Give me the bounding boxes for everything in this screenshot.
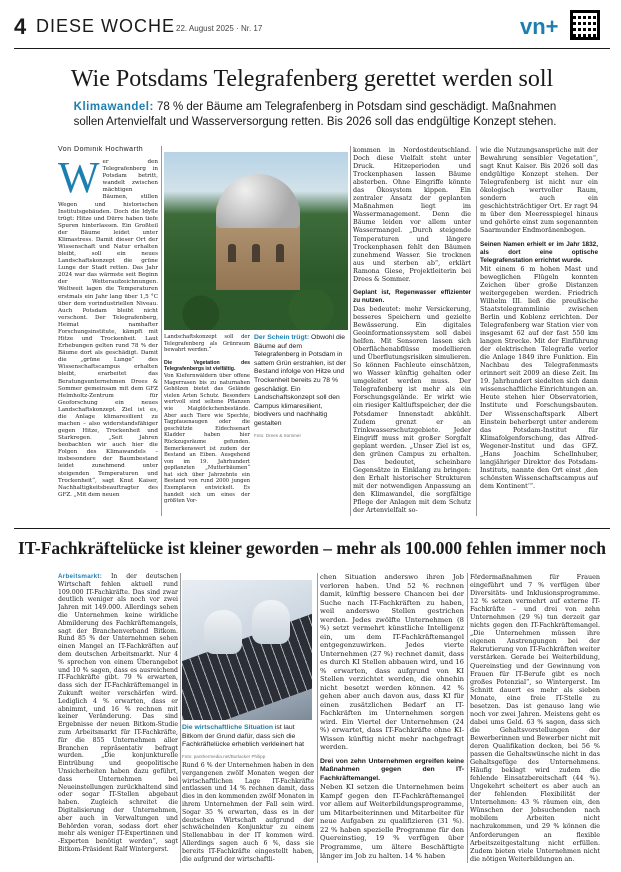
window xyxy=(276,244,284,262)
article2-col4-text: Fördermaßnahmen für Frauen eingeführt und 7 % verfügen über Diversitäts- und Inklusionsprogramme. 12 % setzen vermehrt auf externe IT-Fachkräfte – und drei von zehn Unternehmen (29 %) tun derzeit gar nichts gegen den IT-Fachkräftemangel. „Die Unternehmen müssen ihre eigenen Anstrengungen bei der Rekrutierung von IT-Fachkräften weiter verstärken. Gerade bei Weiterbildung, Quereinstieg und der Gewinnung von Frauen für IT-Berufe gibt es noch großes Potenzial“, so Wintergerst. Im Schnitt dauert es mehr als sieben Monate, eine freie IT-Stelle zu besetzen. Das ist genauso lang wie noch vor zwei Jahren. Meistens geht es dabei ums Geld. 63 % sagen, dass sich die Gehaltsvorstellungen der Bewerberinnen und Bewerber nicht mit deren Qualifikation decken, bei 56 % passen die Gehaltswünsche nicht in das Gehaltsgefüge des Unternehmens. Häufig beklagt wird zudem die fehlende Einsatzbereitschaft (44 %). Ungekehrt scheitert es aber auch an der fehlenden Flexibilität der Unternehmen: 43 % räumen ein, den Wünschen der Jobsuchenden nach mobilem Arbeiten nicht nachzukommen, und 29 % können die Anforderungen an flexible Arbeitszeitgestaltung nicht erfüllen. Zudem bieten viele Unternehmen nicht die nötigen Weiterbildungen an. xyxy=(470,573,600,863)
article-divider xyxy=(14,528,610,529)
page-number: 4 xyxy=(14,14,27,39)
subhead-name: Seinen Namen erhielt er im Jahr 1832, als dort eine optische Telegrafenstation errichtet wurde. xyxy=(480,240,598,264)
window xyxy=(228,244,236,262)
article1-kicker: Klimawandel: xyxy=(73,101,154,113)
subhead-rain: Geplant ist, Regenwasser effizienter zu nutzen. xyxy=(353,288,471,304)
hand xyxy=(204,610,242,654)
article2-headline: IT-Fachkräftelücke ist kleiner geworden – mehr als 100.000 fehlen immer noch xyxy=(18,538,606,558)
article2-col1-text: In der deutschen Wirtschaft fehlen aktuell rund 109.000 IT-Fachkräfte. Das sind zwar deutlich weniger als noch vor zwei Jahren mit 149.000. Allerdings sehen die Unternehmen keine wirkliche Abmilderung des Fachkräftemangels, sagt der Branchenverband Bitkom. Rund 85 % der Unternehmen sehen einen Mangel an IT-Fachkräften auf dem deutschen Arbeitsmarkt. Nur 4 % sprechen von einem Überangebot und 10 % sagen, dass es ausreichend IT-Fachkräfte gibt. 79 % erwarten, dass sich der IT-Fachkräftemangel in Zukunft weiter verschärfen wird. Lediglich 4 % erwarten, dass er abnimmt, und 16 % rechnen mit keiner Veränderung. Das sind Ergebnisse der neuen Bitkom-Studie zum Arbeitsmarkt für IT-Fachkräfte, für die 855 Unternehmen aller Branchen repräsentativ befragt wurden. „Die konjunkturelle Eintrübung und geopolitische Unsicherheiten haben dazu geführt, dass Unternehmen bei Neueinstellungen zurückhaltend sind oder sogar IT-Stellen abgebaut haben. Zugleich schreitet die Digitalisierung der Unternehmen, aber auch in Verwaltungen und Behörden voran, sodass dort eher mehr als weniger IT-Expertinnen und -Experten benötigt werden“, sagt Bitkom-Präsident Ralf Wintergerst. xyxy=(58,573,178,853)
article2-column-1 xyxy=(58,573,178,854)
column-rule xyxy=(467,573,468,863)
article1-col4-text: wie die Nutzungsansprüche mit der Bewahrung sensibler Vegetation“, sagt Knut Kaiser. Bis 2026 soll das endgültige Konzept stehen. Der Telegrafenberg ist nicht nur ein ökologisch wertvoller Raum, sondern auch ein geschichtsträchtiger Ort. Er ragt 94 m über den Meeresspiegel hinaus und gehörte einst zum sogenannten Saarmunder Endmoränenbogen. xyxy=(480,146,598,235)
article1-col3-text: kommen in Nordostdeutschland. Doch diese Vielfalt steht unter Druck. Hitzeperioden und Trockenphasen lassen Bäume absterben. Ohne Eingriffe könnte das Ökosystem kippen. Ein zentraler Ansatz der geplanten Maßnahmen liegt im Wassermanagement. Denn die Bäume leiden vor allem unter Wassermangel. „Durch steigende Temperaturen und längere Trockenphasen fehlt den Bäumen zunehmend Wasser. Sie trocknen aus und sterben ab“, erklärt Ramona Giese, Projektleiterin bei Drees & Sommer. xyxy=(353,146,471,283)
photo2-caption xyxy=(182,724,314,761)
article2-kicker: Arbeitsmarkt: xyxy=(58,573,103,580)
article2-col1-para xyxy=(58,573,178,854)
drop-cap: W xyxy=(58,153,100,203)
subhead-vegetation: Die Vegetation des Telegrafenbergs ist vielfältig. xyxy=(164,359,250,373)
photo2-caption-text: ist laut Bitkom der Grund dafür, dass sich die Fachkräftelücke erheblich verkleinert hat xyxy=(182,724,305,749)
article1-headline: Wie Potsdams Telegrafenberg gerettet werden soll xyxy=(70,66,554,92)
article2-column-3 xyxy=(320,573,464,860)
article1-column-2 xyxy=(164,334,250,505)
keyboard-photo xyxy=(182,580,312,720)
subhead-measures: Drei von zehn Unternehmen ergreifen keine Maßnahmen gegen den IT-Fachkräftemangel. xyxy=(320,757,464,782)
tree-canopy xyxy=(164,290,348,330)
article2-column-2 xyxy=(182,762,314,863)
photo1-credit: Foto: Drees & Sommer xyxy=(254,432,301,438)
photo1-caption-text: Obwohl die Bäume auf dem Telegrafenberg in Potsdam in sattem Grün erstrahlen, ist der Bestand infolge von Hitze und Trockenheit bereits zu 78 % geschädigt. Ein Landschaftskonzept soll den Campus klimaresilient, biodivers und nachhaltig gestalten xyxy=(254,334,346,427)
page-header xyxy=(14,10,610,44)
article1-col1-text: er den Telegrafenberg in Potsdam betritt, wandelt zwischen mächtigen Bäumen, stillen Wegen und historischen Institutsgebäuden. Doch die Idylle trügt: Hitze und Dürre haben tiefe Spuren hinterlassen. Ein Großteil der Bäume leidet unter Klimastress. Damit dieser Ort der Wissenschaft und Natur erhalten bleibt, soll ein neues Landschaftskonzept die grüne Lunge der Stadt retten. Das Jahr 2024 war das wärmste seit Beginn der Wetteraufzeichnungen. Weltweit lagen die Temperaturen erstmals ein Jahr lang über 1,5 °C über dem vorindustriellen Niveau. Auch Potsdam bleibt nicht verschont. Der Telegrafenberg, Heimat namhafter Forschungsinstitute, kämpft mit Hitze und Trockenheit. Laut Erhebungen gelten rund 78 % der Bäume dort als geschädigt. Damit die „grüne Lunge“ des Wissenschaftscampus erhalten bleibt, erarbeitet das Beratungsunternehmen Drees & Sommer gemeinsam mit dem GFZ Helmholtz-Zentrum für Geoforschung ein neues Landschaftskonzept. Ziel ist es, die Anlage klimaresilient zu machen – also widerstandsfähiger gegen Hitze, Trockenheit und Starkregen. „Seit Jahren beobachten wir auch hier die Folgen des Klimawandels – insbesondere der Baumbestand leidet zunehmend unter steigenden Temperaturen und Trockenheit“, sagt Knut Kaiser, Nachhaltigkeitsbeauftragter des GFZ. „Mit dem neuen xyxy=(58,159,158,498)
article2-column-4 xyxy=(470,573,600,863)
article2-col3-text: chen Situation anderswo ihren Job verloren haben. Und 52 % rechnen damit, künftig bessere Chancen bei der Suche nach IT-Fachkräften zu haben, weil anderswo Stellen gestrichen werden. Jedes zwölfte Unternehmen (8 %) setzt vermehrt künstliche Intelligenz ein, um dem IT-Fachkräftemangel entgegenzuwirken. Jedes vierte Unternehmen (27 %) rechnet damit, dass es durch KI Stellen abbauen wird, und 16 % erwarten, dass aufgrund von KI Stellen verzichtet werden, die ohnehin nicht besetzt werden können. 42 % gehen aber auch davon aus, dass KI für einen zusätzlichen Bedarf an IT-Fachkräften im Unternehmen sorgen wird. Ein Viertel der Unternehmen (24 %) erwartet, dass IT-Fachkräfte ohne KI-Wissen künftig nicht mehr nachgefragt werden. xyxy=(320,573,464,752)
observatory-dome xyxy=(216,174,300,228)
header-rule xyxy=(14,48,610,49)
article1-deck xyxy=(60,100,570,130)
telegrafenberg-photo xyxy=(164,152,348,330)
hand xyxy=(252,600,290,644)
article1-column-1 xyxy=(58,146,158,499)
article1-col3b-text: Das bedeutet: mehr Versickerung, besseres Speichern und gezielte Bewässerung. Ein digitales Geoinformationssystem soll dabei helfen. Mit Sensoren lassen sich Oberflächenabflüsse modellieren und Überflutungsrisiken simulieren. So können Fachleute einschätzen, wo Wasser künftig gehalten oder umgeleitet werden muss. Der Telegrafenberg ist mehr als ein Forschungsgelände. Er wirkt wie ein riesiger Kaltluftspeicher, der die Potsdamer Innenstadt abkühlt. Zudem grenzt er an Trinkwasserschutzgebiete. Jeder Eingriff muss mit großer Sorgfalt geplant werden. „Unser Ziel ist es, den grünen Campus zu erhalten. Das bedeutet, scheinbare Gegensätze in Einklang zu bringen: den Erhalt historischer Strukturen mit der notwendigen Anpassung an den Klimawandel, die sorgfältige Pflege der Anlagen mit dem Schutz der Artenvielfalt so- xyxy=(353,304,471,515)
photo2-caption-title: Die wirtschaftliche Situation xyxy=(182,724,274,731)
keyboard xyxy=(182,613,312,720)
column-rule xyxy=(317,573,318,863)
issue-date: 22. August 2025 · Nr. 17 xyxy=(176,24,263,33)
article1-column-3 xyxy=(353,146,471,514)
publication-logo[interactable]: vn+ xyxy=(520,14,559,39)
column-rule xyxy=(180,573,181,863)
window xyxy=(252,244,260,262)
article1-deck-text: 78 % der Bäume am Telegrafenberg in Potsdam sind geschädigt. Maßnahmen sollen Artenvielfalt und Wasserversorgung retten. Bis 2026 soll das endgültige Konzept stehen. xyxy=(73,101,557,128)
column-rule xyxy=(350,146,351,516)
photo1-caption xyxy=(254,334,346,440)
article1-col2b-text: Von Kiefernwäldern über offene Magerrasen bis zu naturnahen Gehölzen bietet das Gelände vielen Arten Schutz. Besonders wertvoll sind seltene Pflanzen wie Maiglöckchenbestände. Aber auch Tiere wie Spechte, Tagpfauenaugen oder die geschützte Eidechsenart Kladder haben hier Rückzugsräume gefunden. Bemerkenswert ist zudem der Bestand an Eiben. Ausgehend von im 19. Jahrhundert gepflanzten „Mutterbäumen“ hat sich über Jahrzehnte ein Bestand von rund 2000 jungen Exemplaren entwickelt. Es handelt sich um eines der größten Vor- xyxy=(164,372,250,505)
article2-col2-text: Rund 6 % der Unternehmen haben in den vergangenen zwölf Monaten wegen der wirtschaftlichen Lage IT-Fachkräfte entlassen und 14 % rechnen damit, dass dies in den kommenden zwölf Monaten in ihrem Unternehmen der Fall sein wird. Sogar 35 % erwarten, dass es in der deutschen Wirtschaft aufgrund der schwächelnden Konjunktur zu einem Stellenabbau in der IT kommen wird. Allerdings sagen auch 6 %, dass sie bereits IT-Fachkräfte eingestellt haben, die aufgrund der wirtschaftli- xyxy=(182,762,314,863)
article1-col2a-text: Landschaftskonzept soll der Telegrafenberg als Grünraum bewahrt werden.“ xyxy=(164,334,250,354)
article1-column-4 xyxy=(480,146,598,490)
section-title: DIESE WOCHE xyxy=(36,16,176,36)
photo2-credit: Foto: panthermedia.net/Burlacker Philipp xyxy=(182,753,266,759)
column-rule xyxy=(161,146,162,516)
article1-col4b-text: Mit einem 6 m hohen Mast und beweglichen Flügeln konnten Zeichen über große Distanzen weitergegeben werden. Friedrich Wilhelm III. ließ die preußische Staatstelegrammlinie zwischen Berlin und Koblenz errichten. Der Telegrafenberg war Station vier von insgesamt 62 auf der fast 550 km langen Strecke. Mit der Einführung der elektrischen Telegrafie verlor die Anlage 1849 ihre Funktion. Ein Nachbau des Telegrafenmasts erinnert seit 2009 an diese Zeit. Im 19. Jahrhundert siedelten sich dann wissenschaftliche Einrichtungen an. Heute stehen hier Observatorien, Institute und Forschungsbauten. Der Wissenschaftspark Albert Einstein beherbergt unter anderem das Potsdam-Institut für Klimafolgenforschung, das Alfred-Wegener-Institut und das GFZ. „Hans Joachim Schellnhuber, langjähriger Direktor des Potsdam-Instituts, nannte den Ort einst ‚den schönsten Wissenschaftscampus auf dem Kontinent‘“. xyxy=(480,264,598,490)
article2-col3b-text: Neben KI setzen die Unternehmen beim Kampf gegen den IT-Fachkräftemangel vor allem auf Weiterbildungsprogramme, um Mitarbeiterinnen und Mitarbeiter für neue Aufgaben zu qualifizieren (31 %). 22 % haben spezielle Programme für den Quereinstieg, 19 % verfügen über Programme, um ältere Beschäftigte länger im Job zu halten. 14 % haben xyxy=(320,783,464,860)
qr-code-icon[interactable] xyxy=(570,10,600,40)
byline: Von Dominik Hochwarth xyxy=(58,146,144,153)
photo1-caption-title: Der Schein trügt: xyxy=(254,334,310,341)
column-rule xyxy=(476,146,477,516)
